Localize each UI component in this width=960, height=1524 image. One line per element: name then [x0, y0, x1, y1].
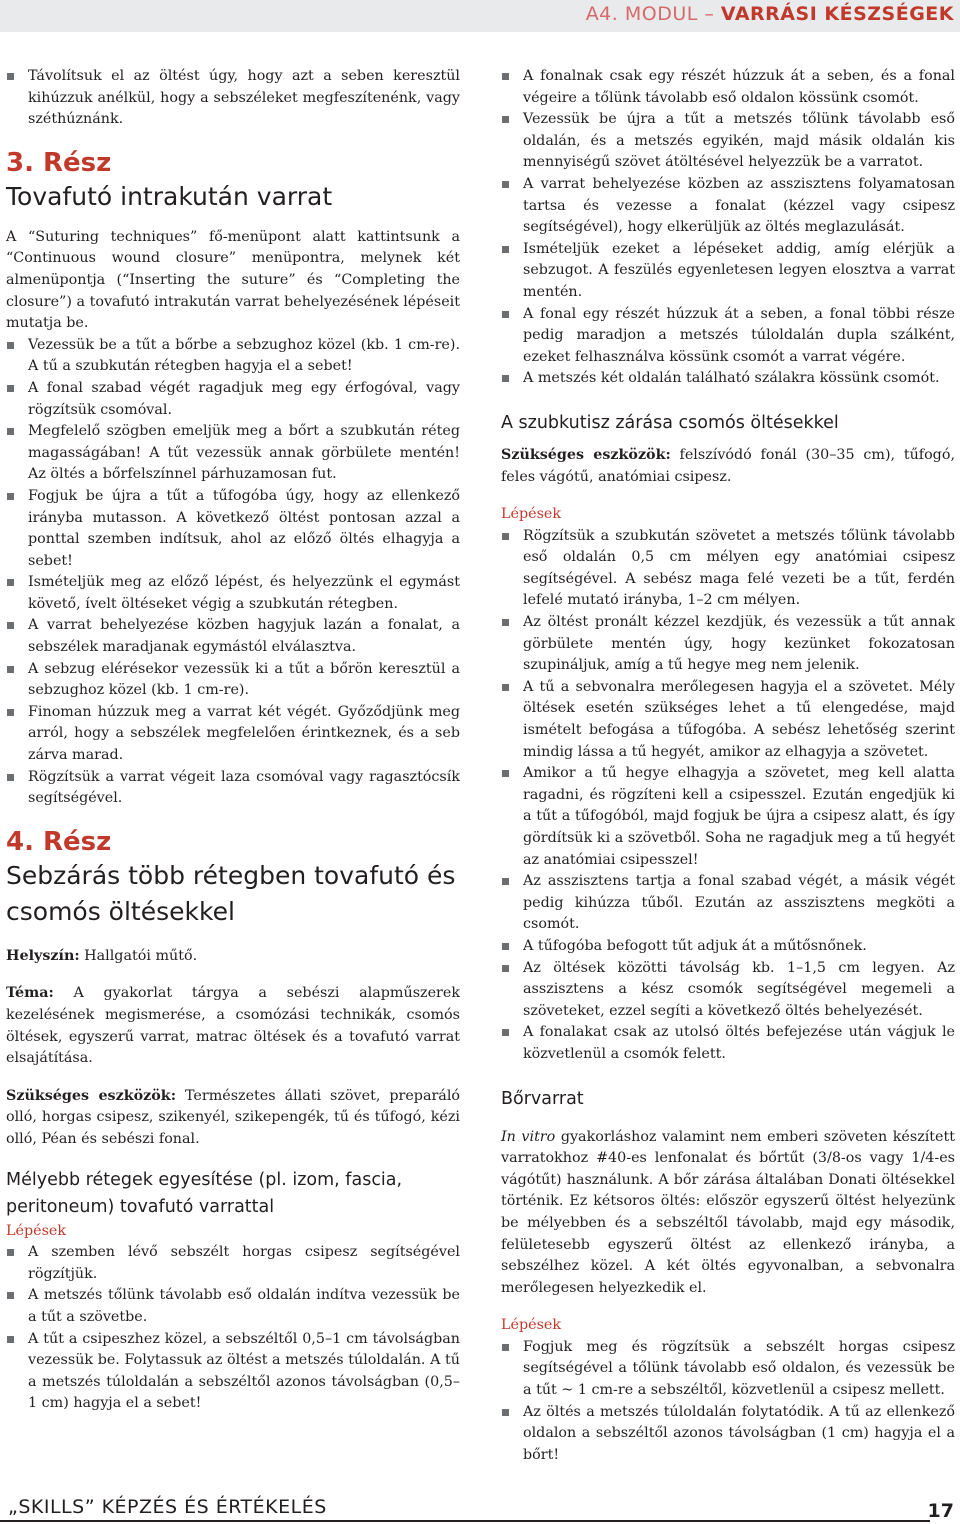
list-item-text: Vezessük be újra a tűt a metszés tőlünk távolabb eső oldalán, és a metszés egyikén, majd másik oldalán kis mennyiségű szövet átöltésével helyezzük be a varratot. — [523, 111, 955, 171]
bullet-icon — [7, 1336, 14, 1343]
page-number: 17 — [927, 1500, 954, 1522]
list-item — [501, 368, 955, 390]
topic-paragraph — [6, 983, 460, 1069]
list-item — [6, 572, 460, 615]
bullet-icon — [7, 428, 14, 435]
continued-steps — [501, 66, 955, 390]
list-item-text: A fonal egy részét húzzuk át a seben, a fonal többi része pedig maradjon a metszés túloldalán dupla szálként, ezeket felhasználva kössünk csomót a varrat végére. — [523, 305, 955, 365]
steps-label: Lépések — [501, 506, 562, 523]
list-item — [501, 1022, 955, 1065]
in-vitro-term: In vitro — [501, 1128, 556, 1145]
page-header — [0, 0, 960, 32]
list-item — [501, 763, 955, 871]
bullet-icon — [502, 73, 509, 80]
part4-title-line1: Sebzárás több rétegben tovafutó és — [6, 860, 456, 890]
list-item — [6, 1285, 460, 1328]
list-item — [501, 526, 955, 612]
bullet-icon — [7, 666, 14, 673]
list-item — [6, 659, 460, 702]
list-item — [6, 335, 460, 378]
list-item — [501, 174, 955, 239]
list-item — [6, 378, 460, 421]
list-item-text: A varrat behelyezése közben hagyjuk lazán a fonalat, a sebszélek maradjanak egymástól elválasztva. — [28, 617, 460, 656]
list-item — [6, 1329, 460, 1415]
bullet-icon — [502, 533, 509, 540]
list-item — [501, 304, 955, 369]
list-item-text: Az asszisztens tartja a fonal szabad végét, a másik végét pedig kihúzza tűből. Ezután az asszisztens megköti a csomót. — [523, 873, 955, 933]
list-item-text: A szemben lévő sebszélt horgas csipesz segítségével rögzítjük. — [28, 1244, 460, 1282]
bullet-icon — [502, 1344, 509, 1351]
bullet-icon — [7, 579, 14, 586]
part4-number: 4. Rész — [6, 826, 112, 857]
part3-title: Tovafutó intrakután varrat — [6, 181, 333, 211]
steps-label: Lépések — [501, 1317, 562, 1334]
list-item-text: Távolítsuk el az öltést úgy, hogy azt a seben keresztül kihúzzuk anélkül, hogy a sebszéleket megfeszítenénk, vagy széthúznánk. — [28, 68, 460, 128]
list-item — [501, 1402, 955, 1467]
location-label: Helyszín: — [6, 947, 80, 964]
location-value: Hallgatói műtő. — [79, 947, 198, 964]
list-item-text: Megfelelő szögben emeljük meg a bőrt a szubkután réteg magasságában! A tűt vezessük annak görbülete mentén! Az öltés a bőrfelszínnel párhuzamosan fut. — [28, 423, 460, 483]
list-item — [501, 677, 955, 763]
list-item — [6, 615, 460, 658]
bullet-icon — [502, 311, 509, 318]
bullet-icon — [7, 622, 14, 629]
topic-value: A gyakorlat tárgya a sebészi alapműszerek kezelésének megismerése, a csomózási technikák, csomós öltések, egyszerű varrat, matrac öltések és a tovafutó varrat elsajátítása. — [6, 985, 460, 1067]
list-item-text: Amikor a tű hegye elhagyja a szövetet, meg kell alatta ragadni, és rögzíteni kell a csipesszel. Ezután engedjük ki a tűt a tűfogóból, majd fogjuk be újra a csipesz alatt, és így gördítsük ki a szövetből. Soha ne ragadjuk meg a tű hegyét az anatómiai csipesszel! — [523, 765, 955, 868]
bullet-icon — [7, 1292, 14, 1299]
list-item-text: Finoman húzzuk meg a varrat két végét. Győződjünk meg arról, hogy a sebszélek megfelelően érintkeznek, és a seb zárva marad. — [28, 703, 460, 764]
bullet-icon — [502, 878, 509, 885]
list-item — [501, 66, 955, 109]
list-item — [501, 239, 955, 304]
list-item-text: Az öltést pronált kézzel kezdjük, és vezessük a tűt annak görbülete mentén úgy, hogy kezünket fokozatosan szupináljuk, amíg a tű hegye meg nem jelenik. — [523, 614, 955, 674]
subcutis-title: A szubkutisz zárása csomós öltésekkel — [501, 412, 839, 433]
list-item — [6, 767, 460, 810]
module-name: VARRÁSI KÉSZSÉGEK — [720, 3, 954, 25]
skin-suture-intro — [501, 1127, 955, 1300]
intro-bullet-list — [6, 66, 460, 131]
footer-title: „SKILLS” KÉPZÉS ÉS ÉRTÉKELÉS — [8, 1496, 327, 1518]
module-number: A4. MODUL — [585, 3, 698, 25]
tools-label: Szükséges eszközök: — [6, 1087, 176, 1104]
list-item-text: Rögzítsük a varrat végeit laza csomóval vagy ragasztócsík segítségével. — [28, 768, 460, 807]
list-item — [501, 612, 955, 677]
deep-layers-title: Mélyebb rétegek egyesítése (pl. izom, fascia, peritoneum) tovafutó varrattal — [6, 1169, 403, 1217]
steps-label: Lépések — [6, 1222, 67, 1239]
list-item-text: Fogjuk be újra a tűt a tűfogóba úgy, hogy az ellenkező irányba mutasson. A következő öltést pontosan azzal a ponttal szemben indítsuk, ahol az előző öltés elhagyja a sebet! — [28, 487, 460, 569]
skin-suture-steps — [501, 1337, 955, 1467]
subcutis-tools — [501, 445, 955, 488]
tools-label: Szükséges eszközök: — [501, 446, 671, 463]
bullet-icon — [502, 375, 509, 382]
bullet-icon — [7, 709, 14, 716]
list-item-text: A sebzug elérésekor vezessük ki a tűt a bőrön keresztül a sebzughoz közel (kb. 1 cm-re). — [28, 660, 460, 699]
module-dash: – — [704, 3, 715, 25]
list-item-text: A varrat behelyezése közben az asszisztens folyamatosan tartsa és vezesse a fonalat (kézzel vagy csipesz segítségével), hogy elkerüljük az öltés meglazulását. — [523, 175, 955, 236]
bullet-icon — [502, 246, 509, 253]
list-item — [6, 486, 460, 572]
list-item — [6, 702, 460, 767]
topic-label: Téma: — [6, 985, 54, 1002]
bullet-icon — [502, 1029, 509, 1036]
list-item — [501, 871, 955, 936]
list-item-text: Az öltés a metszés túloldalán folytatódik. A tű az ellenkező oldalon a sebszéltől azonos távolságban (1 cm) hagyja el a bőrt! — [523, 1403, 955, 1463]
list-item-text: A tűt a csipeszhez közel, a sebszéltől 0,5–1 cm távolságban vezessük be. Folytassuk az öltést a metszés túloldalán. A tű a metszés túloldalán a sebszéltől azonos távolságban (0,5–1 cm) hagyja el a sebet! — [28, 1330, 460, 1412]
subcutis-steps — [501, 526, 955, 1066]
list-item-text: A tűfogóba befogott tűt adjuk át a műtősnőnek. — [523, 937, 867, 954]
right-column — [501, 66, 955, 1466]
skin-suture-title: Bőrvarrat — [501, 1088, 584, 1109]
list-item — [6, 66, 460, 131]
list-item — [501, 958, 955, 1023]
part3-steps — [6, 335, 460, 810]
left-column — [6, 66, 460, 1415]
bullet-icon — [502, 116, 509, 123]
bullet-icon — [502, 619, 509, 626]
bullet-icon — [502, 1409, 509, 1416]
tools-value: Természetes állati szövet, preparáló olló, horgas csipesz, szikenyél, szikepengék, tű és tűfogó, kézi olló, Péan és sebészi fonal. — [6, 1087, 461, 1147]
skin-intro-text: gyakorláshoz valamint nem emberi szöveten készített varratokhoz #40-es lenfonalat és bőrtűt (3/8-os vagy 1/4-es vágótűt) használunk. A bőr zárása általában Donati öltésekkel történik. Ez kétsoros öltés: először egyszerű öltést helyezünk be mélyebben és a sebszéltől távolabb, majd egy második, felületesebb egyszerű öltést az ellenkező irányba, a sebszélhez közel. A két öltés egyvonalban, a sebvonalra merőlegesen helyezkedik el. — [501, 1128, 955, 1296]
bullet-icon — [7, 1249, 14, 1256]
list-item — [501, 936, 955, 958]
bullet-icon — [502, 965, 509, 972]
location-paragraph — [6, 946, 460, 968]
tools-paragraph — [6, 1086, 460, 1151]
list-item-text: Az öltések közötti távolság kb. 1–1,5 cm legyen. Az asszisztens a kész csomók segítségével megemeli a szöveteket, ezzel segíti a következő öltés behelyezését. — [523, 959, 955, 1019]
deep-layers-steps — [6, 1242, 460, 1415]
bullet-icon — [7, 342, 14, 349]
list-item-text: Rögzítsük a szubkután szövetet a metszés tőlünk távolabb eső oldalán 0,5 cm mélyen egy anatómiai csipesz segítségével. A sebész maga felé vezeti be a tűt, ferdén lefelé mutató irányba, 1–2 cm mélyen. — [523, 527, 955, 609]
list-item-text: A fonalakat csak az utolsó öltés befejezése után vágjuk le közvetlenül a csomók felett. — [523, 1024, 955, 1062]
bullet-icon — [7, 73, 14, 80]
list-item-text: A metszés tőlünk távolabb eső oldalán indítva vezessük be a tűt a szövetbe. — [28, 1287, 460, 1325]
list-item — [6, 421, 460, 486]
list-item-text: Fogjuk meg és rögzítsük a sebszélt horgas csipesz segítségével a tőlünk távolabb eső oldalon, és vezessük be a tűt ~ 1 cm-re a sebszéltől, közvetlenül a csipesz mellett. — [523, 1338, 955, 1399]
list-item — [6, 1242, 460, 1285]
list-item-text: Ismételjük ezeket a lépéseket addig, amíg elérjük a sebzugot. A feszülés egyenletesen legyen elosztva a varrat mentén. — [523, 240, 955, 300]
list-item-text: A fonal szabad végét ragadjuk meg egy érfogóval, vagy rögzítsük csomóval. — [28, 379, 460, 418]
bullet-icon — [502, 181, 509, 188]
bullet-icon — [7, 385, 14, 392]
bullet-icon — [502, 943, 509, 950]
list-item-text: A tű a sebvonalra merőlegesen hagyja el a szövetet. Mély öltések esetén szükséges lehet a tű elengedése, majd ismételt befogása a tűfogóba. A sebész lehetőség szerint mindig lássa a tű hegyét, amikor az elhagyja a szövetet. — [523, 678, 955, 760]
list-item — [501, 109, 955, 174]
list-item — [501, 1337, 955, 1402]
list-item-text: Ismételjük meg az előző lépést, és helyezzünk el egymást követő, ívelt öltéseket végig a szubkután rétegben. — [28, 574, 460, 612]
part3-number: 3. Rész — [6, 147, 112, 178]
bullet-icon — [7, 493, 14, 500]
bullet-icon — [7, 774, 14, 781]
module-title — [586, 3, 954, 25]
part4-title-line2: csomós öltésekkel — [6, 896, 235, 926]
bullet-icon — [502, 770, 509, 777]
part3-intro: A “Suturing techniques” fő-menüpont alatt kattintsunk a “Continuous wound closure” menüpontra, melynek két almenüpontja (“Inserting the suture” és “Completing the closure”) a tovafutó intrakután varrat behelyezésének lépéseit mutatja be. — [6, 228, 460, 332]
tools-value: felszívódó fonál (30–35 cm), tűfogó, feles vágótű, anatómiai csipesz. — [501, 446, 955, 485]
footer-rule — [0, 1520, 930, 1522]
list-item-text: A metszés két oldalán található szálakra kössünk csomót. — [523, 370, 940, 387]
list-item-text: A fonalnak csak egy részét húzzuk át a seben, és a fonal végeire a tőlünk távolabb eső oldalon kössünk csomót. — [523, 68, 955, 106]
bullet-icon — [502, 684, 509, 691]
list-item-text: Vezessük be a tűt a bőrbe a sebzughoz közel (kb. 1 cm-re). A tű a szubkután rétegben hagyja el a sebet! — [28, 336, 460, 375]
